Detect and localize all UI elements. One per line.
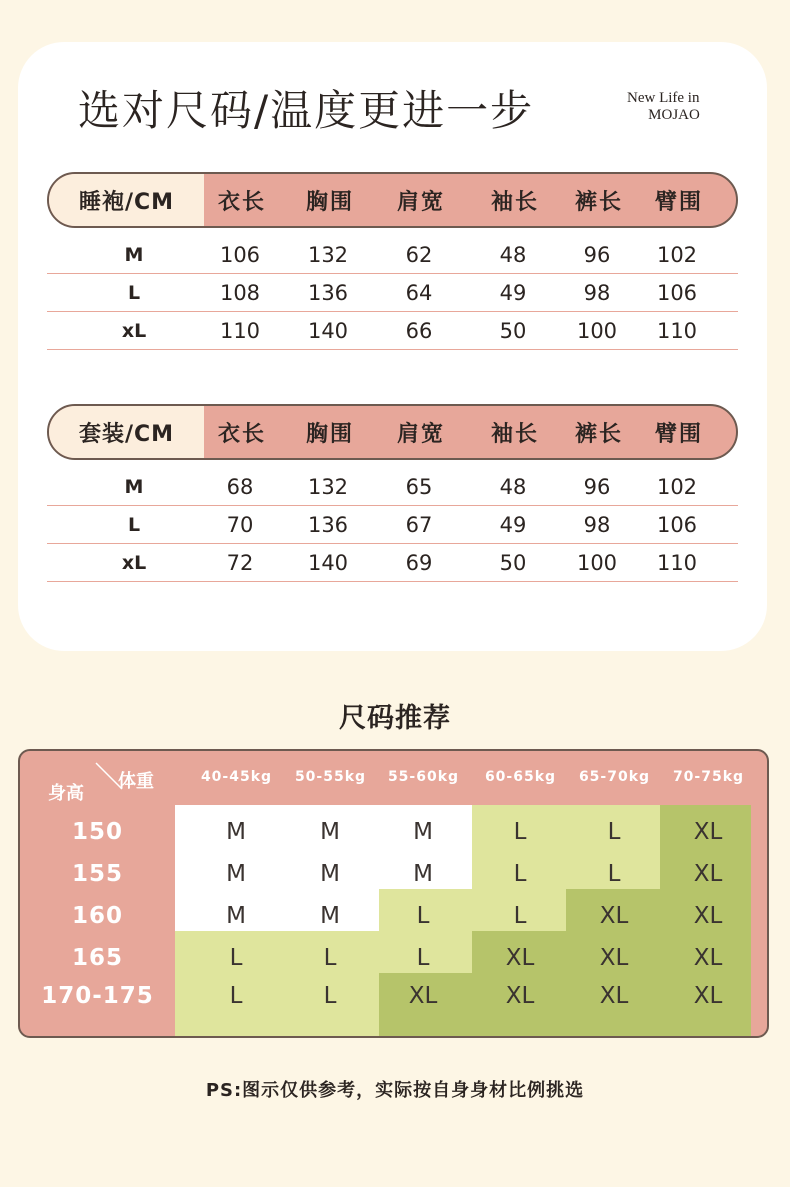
table-cell: 110: [656, 550, 698, 575]
weight-header: 60-65kg: [484, 769, 557, 785]
recommended-size: M: [226, 819, 246, 845]
row-size: M: [124, 475, 144, 498]
table-cell: 49: [499, 512, 527, 537]
table-header: [47, 404, 738, 460]
table-cell: 48: [499, 474, 527, 499]
column-header: 胸围: [305, 421, 354, 447]
table-cell: 102: [656, 474, 698, 499]
table-row: [47, 274, 738, 312]
recommended-size: L: [513, 819, 527, 845]
table-row: [47, 544, 738, 582]
row-size: L: [127, 281, 141, 304]
column-header: 袖长: [490, 421, 539, 447]
table-row: [47, 236, 738, 274]
recommended-size: M: [226, 861, 246, 887]
table-label: 睡袍/CM: [49, 174, 204, 226]
table-cell: 72: [226, 550, 254, 575]
table-cell: 68: [226, 474, 254, 499]
column-header: 肩宽: [396, 421, 445, 447]
table-cell: 110: [656, 318, 698, 343]
table-row: [47, 312, 738, 350]
table-cell: 49: [499, 280, 527, 305]
table-cell: 100: [576, 318, 618, 343]
recommended-size: XL: [599, 903, 629, 929]
weight-header: 55-60kg: [387, 769, 460, 785]
recommended-size: XL: [693, 945, 723, 971]
recommended-size: XL: [505, 945, 535, 971]
corner-diagonal: [90, 759, 170, 815]
column-header: 胸围: [305, 189, 354, 215]
column-header: 衣长: [217, 421, 266, 447]
recommended-size: M: [226, 903, 246, 929]
recommended-size: XL: [693, 819, 723, 845]
recommended-size: M: [320, 861, 340, 887]
recommended-size: M: [413, 819, 433, 845]
weight-header: 50-55kg: [294, 769, 367, 785]
height-label: 155: [71, 861, 123, 887]
table-cell: 62: [405, 242, 433, 267]
recommended-size: XL: [408, 983, 438, 1009]
height-label: 170-175: [41, 983, 154, 1009]
table-cell: 132: [307, 474, 349, 499]
table-cell: 136: [307, 512, 349, 537]
height-label: 150: [71, 819, 123, 845]
table-cell: 106: [219, 242, 261, 267]
table-cell: 108: [219, 280, 261, 305]
size-recommend-grid: [18, 749, 769, 1038]
recommended-size: M: [413, 861, 433, 887]
table-cell: 96: [583, 474, 611, 499]
recommended-size: XL: [505, 983, 535, 1009]
recommended-size: L: [323, 983, 337, 1009]
row-size: M: [124, 243, 144, 266]
column-header: 衣长: [217, 189, 266, 215]
table-cell: 50: [499, 550, 527, 575]
table-cell: 48: [499, 242, 527, 267]
table-row: [47, 506, 738, 544]
footnote: PS:图示仅供参考，实际按自身身材比例挑选: [205, 1080, 585, 1101]
table-cell: 67: [405, 512, 433, 537]
table-label: 套装/CM: [49, 406, 204, 458]
height-label: 160: [71, 903, 123, 929]
recommended-size: L: [607, 819, 621, 845]
table-cell: 64: [405, 280, 433, 305]
corner-weight-label: 体重: [118, 771, 154, 792]
recommended-size: XL: [693, 861, 723, 887]
brand-line-1: New Life in: [627, 90, 700, 106]
height-label: 165: [71, 945, 123, 971]
recommended-size: XL: [693, 983, 723, 1009]
table-cell: 110: [219, 318, 261, 343]
recommended-size: L: [416, 945, 430, 971]
table-cell: 50: [499, 318, 527, 343]
brand-line-2: MOJAO: [648, 107, 700, 123]
brand-logo: [612, 90, 736, 124]
table-cell: 100: [576, 550, 618, 575]
weight-header: 40-45kg: [200, 769, 273, 785]
table-cell: 136: [307, 280, 349, 305]
table-cell: 102: [656, 242, 698, 267]
recommended-size: M: [320, 819, 340, 845]
row-size: L: [127, 513, 141, 536]
column-header: 袖长: [490, 189, 539, 215]
weight-header: 65-70kg: [578, 769, 651, 785]
row-size: xL: [121, 551, 147, 574]
weight-header: 70-75kg: [672, 769, 745, 785]
recommended-size: L: [323, 945, 337, 971]
table-cell: 106: [656, 280, 698, 305]
table-cell: 96: [583, 242, 611, 267]
recommended-size: L: [513, 861, 527, 887]
column-header: 肩宽: [396, 189, 445, 215]
corner-height-label: 身高: [48, 783, 84, 804]
table-cell: 98: [583, 512, 611, 537]
table-cell: 132: [307, 242, 349, 267]
table-cell: 106: [656, 512, 698, 537]
column-header: 裤长: [574, 189, 623, 215]
recommended-size: L: [513, 903, 527, 929]
table-cell: 140: [307, 550, 349, 575]
recommended-size: L: [416, 903, 430, 929]
recommended-size: M: [320, 903, 340, 929]
recommended-size: L: [229, 983, 243, 1009]
page-title: 选对尺码/温度更进一步: [78, 86, 535, 135]
recommended-size: XL: [599, 945, 629, 971]
recommended-size: L: [229, 945, 243, 971]
column-header: 裤长: [574, 421, 623, 447]
table-cell: 66: [405, 318, 433, 343]
table-row: [47, 468, 738, 506]
table-cell: 140: [307, 318, 349, 343]
row-size: xL: [121, 319, 147, 342]
recommended-size: L: [607, 861, 621, 887]
column-header: 臂围: [654, 189, 703, 215]
recommended-size: XL: [599, 983, 629, 1009]
table-cell: 69: [405, 550, 433, 575]
table-cell: 98: [583, 280, 611, 305]
table-header: [47, 172, 738, 228]
table-cell: 70: [226, 512, 254, 537]
column-header: 臂围: [654, 421, 703, 447]
table-cell: 65: [405, 474, 433, 499]
recommended-size: XL: [693, 903, 723, 929]
recommend-title: 尺码推荐: [339, 703, 451, 734]
